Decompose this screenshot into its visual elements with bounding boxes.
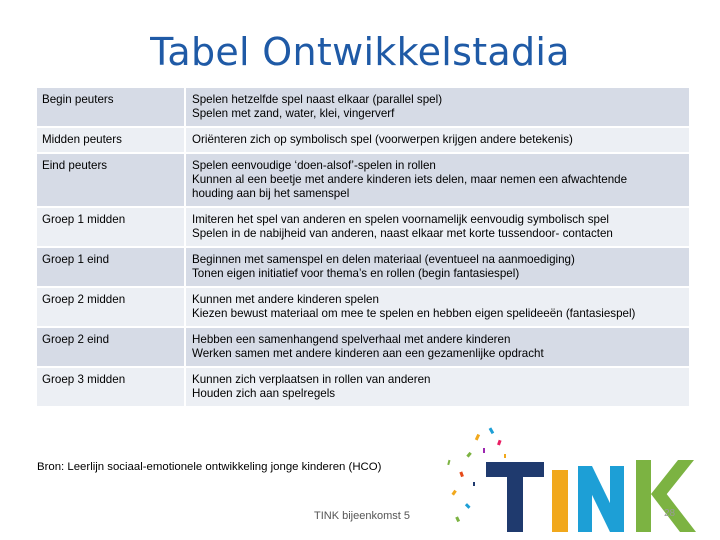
table-row: [37, 128, 689, 154]
stage-cell: Eind peuters: [37, 154, 186, 208]
table-row: [37, 328, 689, 368]
table-row: [37, 88, 689, 128]
description-line: Spelen met zand, water, klei, vingerverf: [192, 107, 395, 120]
logo-letter-i: [552, 470, 568, 532]
description-line: Kunnen zich verplaatsen in rollen van anderen: [192, 373, 431, 386]
page-number: 28: [664, 508, 676, 519]
description-line: Spelen in de nabijheid van anderen, naast elkaar met korte tussendoor- contacten: [192, 227, 613, 240]
table-row: [37, 154, 689, 208]
description-line: Tonen eigen initiatief voor thema’s en rollen (begin fantasiespel): [192, 267, 520, 280]
description-line: Imiteren het spel van anderen en spelen voornamelijk eenvoudig symbolisch spel: [192, 213, 609, 226]
description-cell: [186, 88, 689, 128]
stage-cell: Groep 3 midden: [37, 368, 186, 408]
description-cell: [186, 248, 689, 288]
table-row: [37, 248, 689, 288]
description-line: Spelen hetzelfde spel naast elkaar (parallel spel): [192, 93, 443, 106]
table-row: [37, 208, 689, 248]
logo-letter-t: [486, 462, 544, 532]
development-stages-table: [37, 88, 689, 408]
description-line: Hebben een samenhangend spelverhaal met andere kinderen: [192, 333, 511, 346]
description-cell: [186, 288, 689, 328]
description-line: houding aan bij het samenspel: [192, 187, 350, 200]
description-line: Kunnen al een beetje met andere kinderen iets delen, maar nemen een afwachtende: [192, 173, 628, 186]
source-note: Bron: Leerlijn sociaal-emotionele ontwikkeling jonge kinderen (HCO): [37, 461, 382, 473]
stage-cell: Groep 2 midden: [37, 288, 186, 328]
table-row: [37, 288, 689, 328]
description-line: Kunnen met andere kinderen spelen: [192, 293, 379, 306]
logo-letter-n: [578, 466, 624, 532]
description-line: Beginnen met samenspel en delen materiaal (eventueel na aanmoediging): [192, 253, 575, 266]
stage-cell: Groep 1 eind: [37, 248, 186, 288]
description-line: Werken samen met andere kinderen aan een gezamenlijke opdracht: [192, 347, 544, 360]
logo-letter-k: [636, 460, 696, 532]
description-line: Oriënteren zich op symbolisch spel (voorwerpen krijgen andere betekenis): [192, 133, 573, 146]
description-cell: [186, 154, 689, 208]
description-line: Spelen eenvoudige ‘doen-alsof’-spelen in rollen: [192, 159, 436, 172]
table-row: [37, 368, 689, 408]
page-title: Tabel Ontwikkelstadia: [150, 30, 570, 74]
description-cell: [186, 208, 689, 248]
description-line: Houden zich aan spelregels: [192, 387, 336, 400]
stage-cell: Begin peuters: [37, 88, 186, 128]
tink-logo: [438, 422, 720, 540]
stage-cell: Groep 1 midden: [37, 208, 186, 248]
stage-cell: Groep 2 eind: [37, 328, 186, 368]
footer-text: TINK bijeenkomst 5: [314, 510, 410, 522]
description-cell: [186, 128, 689, 154]
description-cell: [186, 368, 689, 408]
description-line: Kiezen bewust materiaal om mee te spelen en hebben eigen spelideeën (fantasiespel): [192, 307, 636, 320]
description-cell: [186, 328, 689, 368]
stage-cell: Midden peuters: [37, 128, 186, 154]
